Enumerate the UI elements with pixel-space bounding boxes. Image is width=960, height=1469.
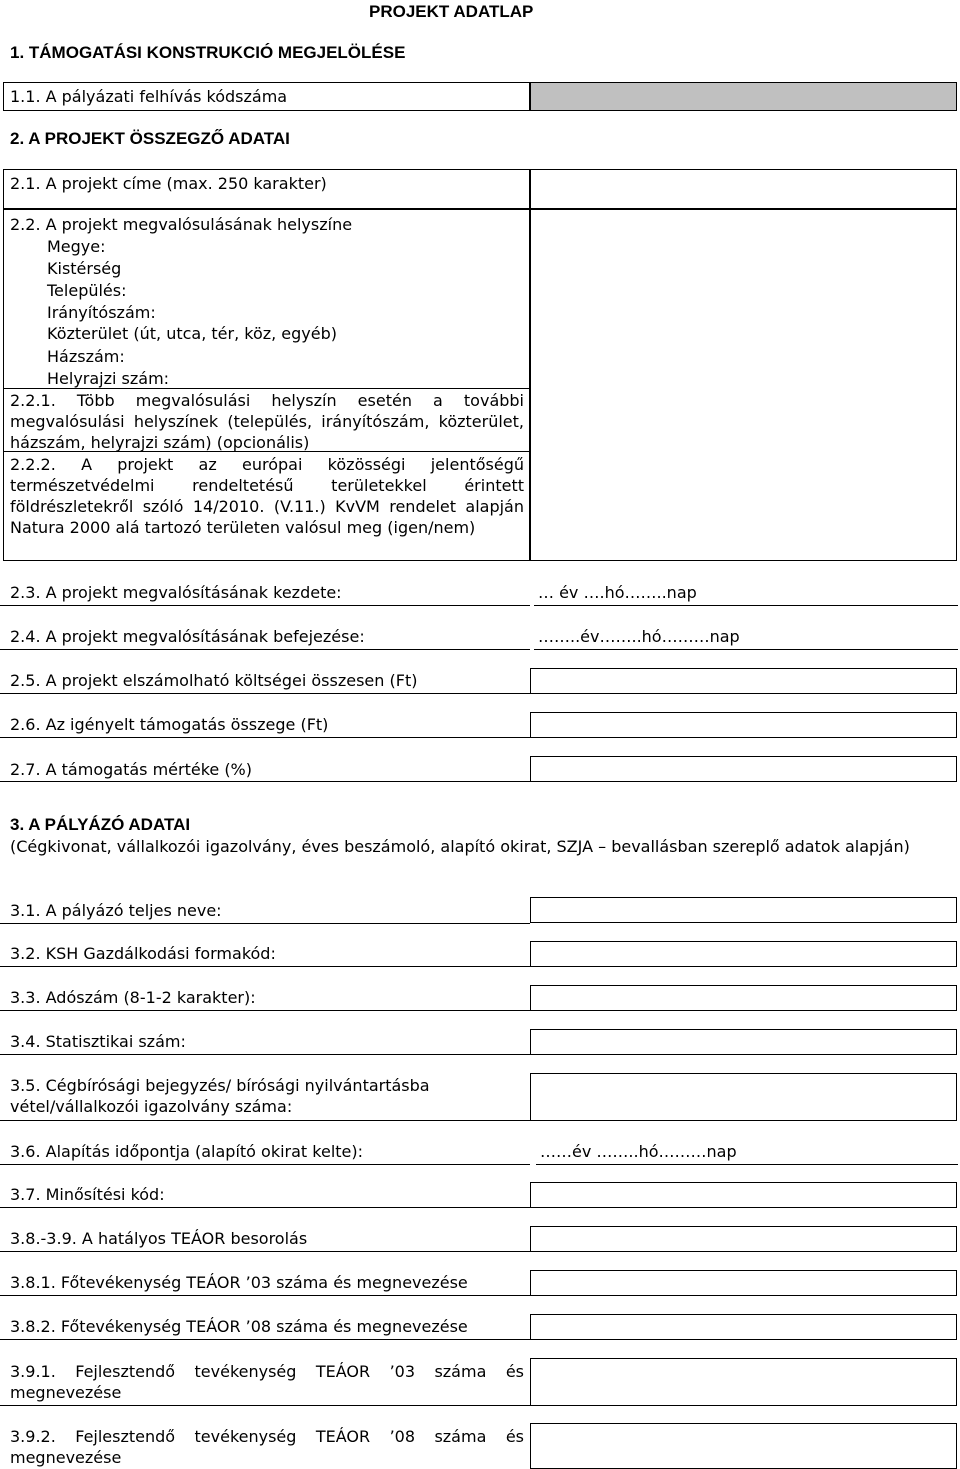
label-3-8-2: 3.8.2. Főtevékenység TEÁOR ’08 száma és megnevezése (10, 1317, 468, 1336)
tax-number-input[interactable] (530, 985, 957, 1011)
field-kozterulet: Közterület (út, utca, tér, köz, egyéb) (47, 324, 338, 343)
main-activity-08-input[interactable] (530, 1314, 957, 1340)
ksh-code-input[interactable] (530, 941, 957, 967)
label-3-4: 3.4. Statisztikai szám: (10, 1032, 186, 1051)
teaor-input[interactable] (530, 1226, 957, 1252)
label-3-5: 3.5. Cégbírósági bejegyzés/ bírósági nyilvántartásba vétel/vállalkozói igazolvány száma: (10, 1076, 430, 1116)
label-2-3: 2.3. A projekt megvalósításának kezdete: (10, 583, 342, 602)
support-rate-input[interactable] (530, 756, 957, 782)
label-3-2: 3.2. KSH Gazdálkodási formakód: (10, 944, 276, 963)
label-2-6: 2.6. Az igényelt támogatás összege (Ft) (10, 715, 329, 734)
underline (0, 1295, 530, 1296)
underline (0, 781, 530, 782)
field-helyrajzi-szam: Helyrajzi szám: (47, 369, 170, 388)
label-1-1: 1.1. A pályázati felhívás kódszáma (10, 87, 288, 106)
label-3-6: 3.6. Alapítás időpontja (alapító okirat kelte): (10, 1142, 364, 1161)
underline (0, 1054, 530, 1055)
label-3-9-2: 3.9.2. Fejlesztendő tevékenység TEÁOR ’08 száma és megnevezése (10, 1427, 524, 1467)
underline (0, 1251, 530, 1252)
label-3-8-3-9: 3.8.-3.9. A hatályos TEÁOR besorolás (10, 1229, 308, 1248)
label-2-4: 2.4. A projekt megvalósításának befejezése: (10, 627, 365, 646)
underline (0, 966, 530, 967)
applicant-name-input[interactable] (530, 897, 957, 923)
project-title-input[interactable] (530, 169, 957, 209)
qualification-code-input[interactable] (530, 1182, 957, 1208)
underline (0, 1207, 530, 1208)
location-input-cell[interactable] (530, 209, 957, 561)
label-3-8-1: 3.8.1. Főtevékenység TEÁOR ’03 száma és megnevezése (10, 1273, 468, 1292)
underline (0, 1164, 530, 1165)
start-date-field[interactable]: … év ….hó……..nap (538, 583, 697, 602)
section-2-heading: 2. A PROJEKT ÖSSZEGZŐ ADATAI (10, 129, 290, 148)
section-3-subheading: (Cégkivonat, vállalkozói igazolvány, éves beszámoló, alapító okirat, SZJA – bevallásban szereplő adatok alapján) (10, 837, 910, 856)
underline (0, 1339, 530, 1340)
label-2-2-2: 2.2.2. A projekt az európai közösségi jelentőségű természetvédelmi rendeltetésű területekkel érintett földrészletekről szóló 14/2010. (V.11.) KvVM rendelet alapján Natura 2000 alá tartozó területen valósul meg (igen/nem) (10, 455, 524, 537)
label-2-1: 2.1. A projekt címe (max. 250 karakter) (10, 174, 327, 193)
eligible-cost-input[interactable] (530, 668, 957, 694)
underline (534, 605, 958, 606)
underline (0, 923, 530, 924)
field-hazszam: Házszám: (47, 347, 125, 366)
registry-number-input[interactable] (530, 1073, 957, 1121)
page-title: PROJEKT ADATLAP (369, 2, 534, 21)
section-3-heading: 3. A PÁLYÁZÓ ADATAI (10, 815, 191, 834)
main-activity-03-input[interactable] (530, 1270, 957, 1296)
dev-activity-08-input[interactable] (530, 1423, 957, 1469)
section-1-heading: 1. TÁMOGATÁSI KONSTRUKCIÓ MEGJELÖLÉSE (10, 43, 406, 62)
label-3-7: 3.7. Minősítési kód: (10, 1185, 165, 1204)
label-2-2-1: 2.2.1. Több megvalósulási helyszín esetén a további megvalósulási helyszínek (település, irányítószám, közterület, házszám, helyrajzi szám) (opcionális) (10, 391, 524, 452)
underline (0, 605, 530, 606)
label-3-9-1: 3.9.1. Fejlesztendő tevékenység TEÁOR ’03 száma és megnevezése (10, 1362, 524, 1402)
code-input-cell[interactable] (530, 82, 957, 111)
label-2-7: 2.7. A támogatás mértéke (%) (10, 760, 252, 779)
underline (0, 693, 530, 694)
underline (534, 649, 958, 650)
underline (536, 1164, 958, 1165)
end-date-field[interactable]: ……..év……..hó………nap (538, 627, 740, 646)
field-megye: Megye: (47, 237, 106, 256)
requested-amount-input[interactable] (530, 712, 957, 738)
label-3-1: 3.1. A pályázó teljes neve: (10, 901, 222, 920)
label-2-5: 2.5. A projekt elszámolható költségei összesen (Ft) (10, 671, 418, 690)
underline (0, 1405, 530, 1406)
underline (0, 649, 530, 650)
underline (0, 1120, 530, 1121)
field-telepules: Település: (47, 281, 127, 300)
underline (0, 737, 530, 738)
dev-activity-03-input[interactable] (530, 1358, 957, 1406)
label-3-3: 3.3. Adószám (8-1-2 karakter): (10, 988, 256, 1007)
founding-date-field[interactable]: ……év ……..hó………nap (540, 1142, 737, 1161)
field-iranyitoszam: Irányítószám: (47, 303, 156, 322)
underline (0, 1010, 530, 1011)
label-2-2: 2.2. A projekt megvalósulásának helyszíne (10, 215, 353, 234)
statistical-number-input[interactable] (530, 1029, 957, 1055)
field-kisterseg: Kistérség (47, 259, 122, 278)
